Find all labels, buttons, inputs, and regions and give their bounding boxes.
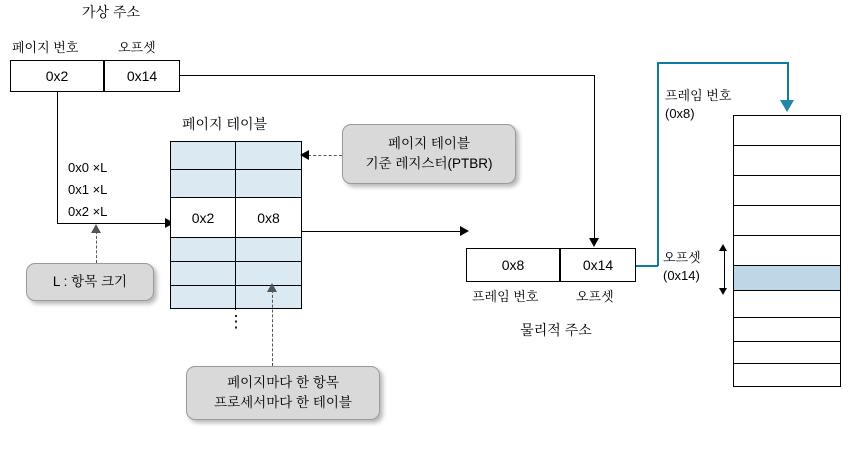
memory-offset-label: 오프셋 (663, 250, 701, 265)
memory-offset-extent-arrow-down (719, 288, 727, 295)
offset-passthrough-hline (180, 75, 594, 76)
teal-hline-top (657, 62, 788, 64)
page-table-cell (171, 286, 236, 310)
callout-ptbr-line1: 페이지 테이블 (388, 136, 470, 152)
page-table-entry-frame: 0x8 (257, 209, 280, 226)
memory-offset-value: (0x14) (663, 268, 700, 283)
page-table-title: 페이지 테이블 (182, 116, 268, 132)
per-page-arrowhead (267, 283, 277, 292)
physical-offset-value: 0x14 (582, 257, 614, 273)
callout-ptbr (342, 124, 516, 184)
page-table-cell (236, 262, 301, 285)
page-table-cell (236, 238, 301, 261)
memory-frame-number-value: (0x8) (665, 106, 695, 121)
page-table-row (171, 170, 301, 198)
page-table-cell (171, 170, 236, 197)
page-table-cell (236, 142, 301, 169)
page-table-row (171, 286, 301, 310)
page-number-hline (57, 223, 167, 224)
page-table-row (171, 262, 301, 286)
page-table-continuation-dots: ⋮ (227, 312, 245, 331)
teal-vline-down (787, 62, 789, 102)
memory-offset-extent-arrow-up (719, 244, 727, 251)
ptbr-dashed-line (308, 155, 342, 156)
offset-passthrough-vline (594, 75, 595, 240)
page-table-cell (236, 170, 301, 197)
page-table-index-2: 0x2 ×L (68, 204, 108, 219)
entry-size-arrowhead (91, 224, 101, 233)
page-table-row (171, 238, 301, 262)
memory-frame-row (734, 116, 840, 146)
frame-number-arrowhead (460, 226, 469, 236)
memory-frame-row (734, 206, 840, 236)
memory-frame-row (734, 364, 840, 388)
memory-frame-row (734, 291, 840, 318)
physical-frame-number-box (466, 248, 560, 282)
virtual-offset-label: 오프셋 (118, 40, 156, 55)
callout-entry-size: L : 항목 크기 (26, 263, 154, 301)
memory-frame-row-selected (734, 266, 840, 291)
page-table-row-selected (171, 198, 301, 238)
teal-arrowhead (780, 100, 794, 112)
callout-per-page-line2: 프로세서마다 한 테이블 (214, 395, 352, 410)
memory-frame-row (734, 342, 840, 364)
memory-frame-number-label: 프레임 번호 (665, 88, 732, 103)
physical-frame-number-value: 0x8 (501, 257, 525, 273)
virtual-address-title: 가상 주소 (82, 4, 140, 20)
callout-per-page-line1: 페이지마다 한 항목 (227, 375, 339, 391)
teal-vline-up (657, 62, 659, 266)
memory-frame-row (734, 176, 840, 206)
memory-frame-row (734, 318, 840, 342)
frame-number-hline (302, 231, 462, 232)
memory-frame-row (734, 236, 840, 266)
entry-size-dashed-line (96, 231, 97, 263)
virtual-page-number-value: 0x2 (45, 68, 69, 84)
page-table-row (171, 142, 301, 170)
virtual-page-number-box (10, 60, 104, 92)
physical-offset-box (560, 248, 636, 282)
page-table-cell (171, 262, 236, 285)
page-table-cell (171, 238, 236, 261)
callout-per-page (186, 366, 380, 420)
virtual-offset-value: 0x14 (126, 68, 158, 84)
memory-frame-row (734, 146, 840, 176)
physical-memory-frames (733, 115, 841, 387)
callout-ptbr-line2: 기준 레지스터(PTBR) (365, 156, 493, 171)
page-table-cell (171, 142, 236, 169)
page-table (170, 141, 302, 309)
teal-hline-from-physical (636, 265, 658, 267)
physical-address-title: 물리적 주소 (520, 322, 592, 338)
physical-offset-label: 오프셋 (576, 289, 614, 304)
memory-offset-extent-line (724, 250, 725, 290)
offset-passthrough-arrowhead (589, 238, 599, 247)
page-number-vline (57, 92, 58, 223)
physical-frame-number-label: 프레임 번호 (472, 289, 539, 304)
page-table-entry-page: 0x2 (171, 198, 236, 237)
virtual-page-number-label: 페이지 번호 (12, 40, 79, 55)
per-page-dashed-line (272, 290, 273, 366)
virtual-offset-box (104, 60, 180, 92)
page-table-index-0: 0x0 ×L (68, 160, 108, 175)
ptbr-arrowhead (300, 150, 309, 160)
page-table-index-1: 0x1 ×L (68, 182, 108, 197)
